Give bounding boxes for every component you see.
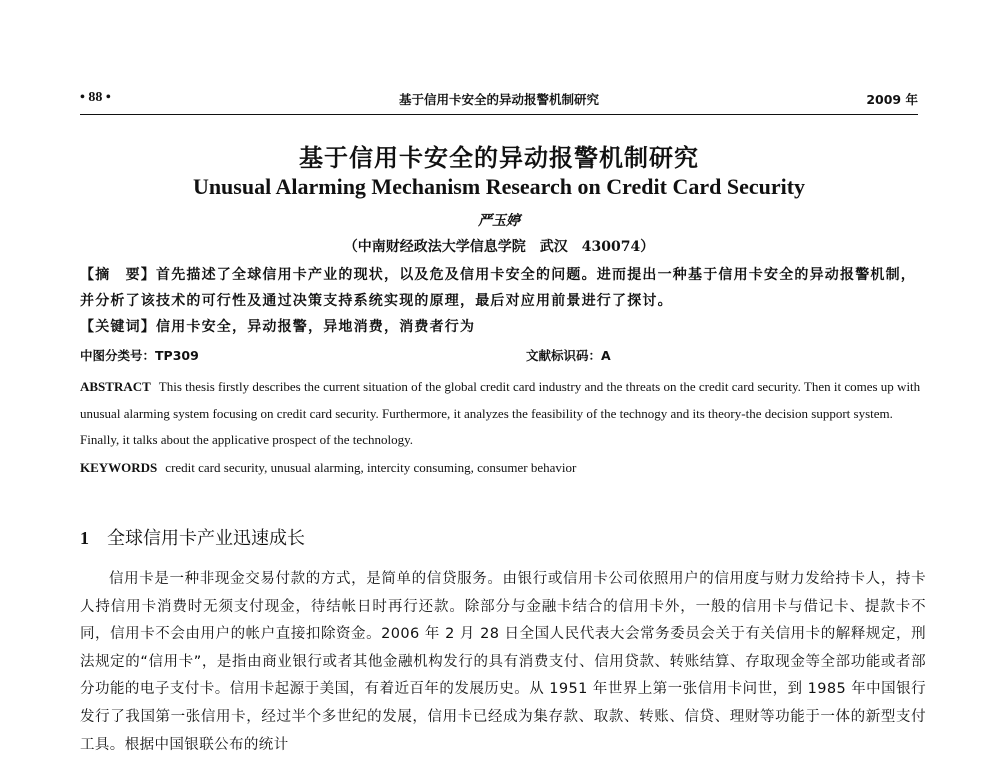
section-heading — [80, 524, 305, 550]
abstract-english-text: This thesis firstly describes the current situation of the global credit card industry and the threats on the credit card security. Then it comes up with unusual alarming system focusing on credit card security. Furthermore, it analyzes the feasibility of the technogy and its theory-the decision support system. Finally, it talks about the applicative prospect of the technology. — [80, 379, 921, 447]
classification-line — [80, 346, 920, 368]
abstract-english-label: ABSTRACT — [80, 379, 151, 394]
abstract-chinese — [80, 262, 920, 314]
header-rule — [80, 114, 918, 115]
section-number: 1 — [80, 528, 89, 548]
keywords-chinese-text: 信用卡安全，异动报警，异地消费，消费者行为 — [156, 319, 476, 335]
body-paragraph: 信用卡是一种非现金交易付款的方式，是简单的信贷服务。由银行或信用卡公司依照用户的信用度与财力发给持卡人，持卡人持信用卡消费时无须支付现金，待结帐日时再行还款。除部分与金融卡结合的信用卡外，一般的信用卡与借记卡、提款卡不同，信用卡不会由用户的帐户直接扣除资金。2006 年 2 月 28 日全国人民代表大会常务委员会关于有关信用卡的解释规定，刑法规定的“信用卡”，是指由商业银行或者其他金融机构发行的具有消费支付、信用贷款、转账结算、存取现金等全部功能或者部分功能的电子支付卡。信用卡起源于美国，有着近百年的发展历史。从 1951 年世界上第一张信用卡问世，到 1985 年中国银行发行了我国第一张信用卡，经过半个多世纪的发展，信用卡已经成为集存款、取款、转账、信贷、理财等功能于一体的新型支付工具。根据中国银联公布的统计 — [80, 571, 926, 753]
page-number: • 88 • — [80, 90, 111, 105]
title-chinese: 基于信用卡安全的异动报警机制研究 — [299, 144, 699, 172]
header-year: 2009 年 — [866, 92, 918, 107]
clc-number: 中图分类号：TP309 — [80, 348, 199, 363]
keywords-english — [80, 455, 930, 481]
keywords-english-text: credit card security, unusual alarming, intercity consuming, consumer behavior — [165, 460, 577, 475]
running-title: 基于信用卡安全的异动报警机制研究 — [398, 92, 599, 107]
running-header — [80, 88, 918, 110]
keywords-chinese-label: 【关键词】 — [80, 319, 156, 335]
section-title: 全球信用卡产业迅速成长 — [107, 528, 305, 549]
abstract-chinese-text: 首先描述了全球信用卡产业的现状，以及危及信用卡安全的问题。进而提出一种基于信用卡安全的异动报警机制，并分析了该技术的可行性及通过决策支持系统实现的原理，最后对应用前景进行了探讨。 — [80, 267, 916, 309]
abstract-english — [80, 374, 930, 454]
document-code: 文献标识码：A — [526, 348, 611, 363]
affiliation: （中南财经政法大学信息学院 武汉 430074） — [343, 239, 655, 255]
keywords-chinese — [80, 314, 920, 340]
keywords-english-label: KEYWORDS — [80, 460, 158, 475]
title-english: Unusual Alarming Mechanism Research on Credit Card Security — [192, 174, 806, 199]
abstract-chinese-label: 【摘 要】 — [80, 267, 156, 283]
author: 严玉婷 — [478, 213, 520, 229]
